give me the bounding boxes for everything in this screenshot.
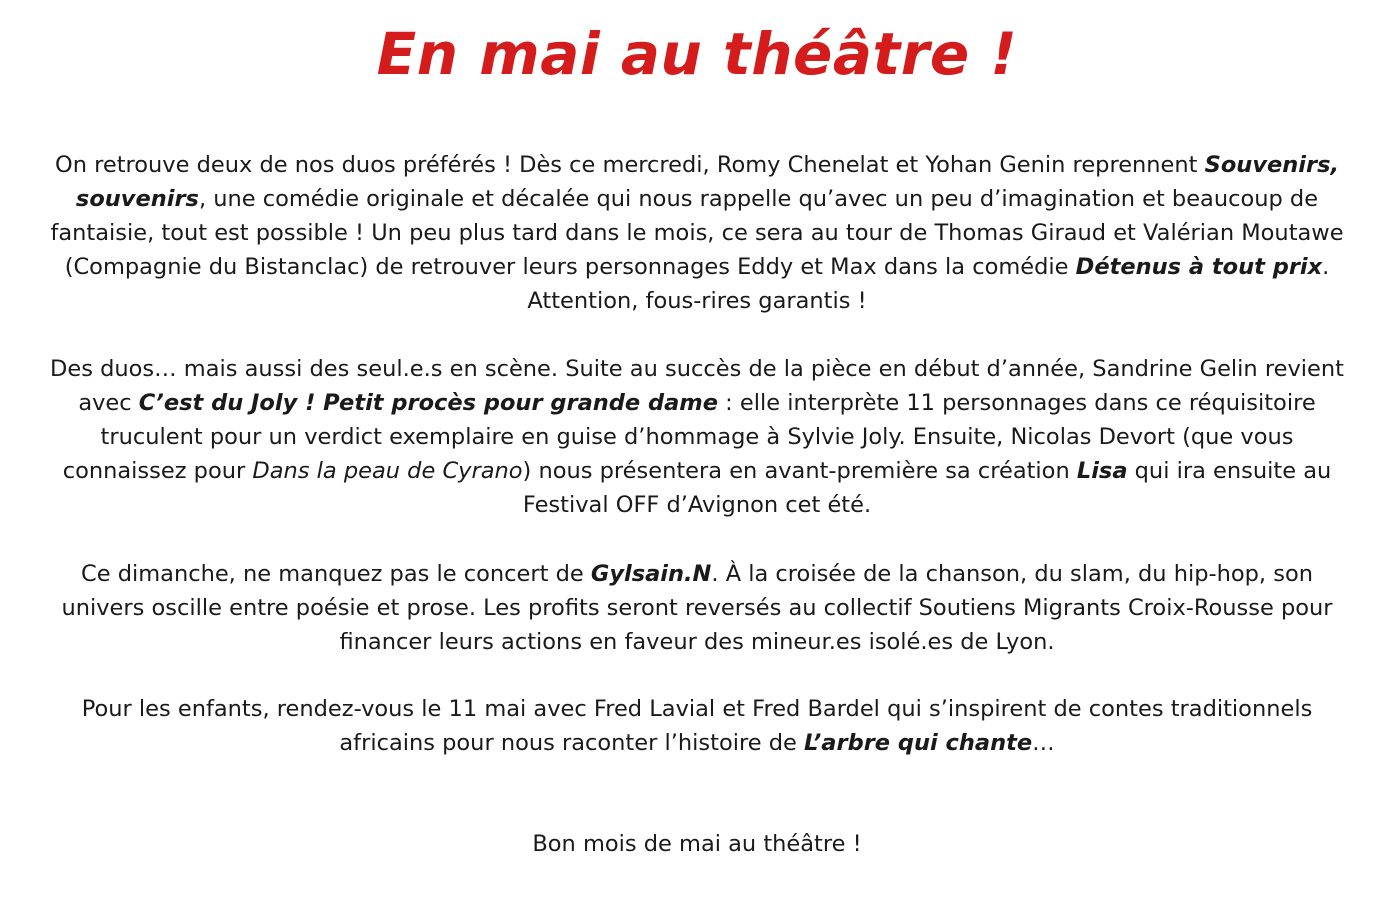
paragraph-text: . Attention, fous-rires garantis ! bbox=[527, 254, 1330, 314]
show-title-lisa: Lisa bbox=[1076, 458, 1128, 484]
paragraph-text: On retrouve deux de nos duos préférés ! Dès ce mercredi, Romy Chenelat et Yohan Genin reprennent bbox=[54, 152, 1205, 178]
paragraph-text: . À la croisée de la chanson, du slam, du hip-hop, son univers oscille entre poésie et prose. Les profits seront reversés au collectif Soutiens Migrants Croix-Rousse pour financer leurs actions en faveur des mineur.es isolé.es de Lyon. bbox=[61, 561, 1333, 655]
paragraph-text: ) nous présentera en avant-première sa création bbox=[522, 458, 1077, 484]
paragraph-children bbox=[40, 692, 1354, 760]
paragraph-text: Des duos… mais aussi des seul.e.s en scène. Suite au succès de la pièce en début d’année, Sandrine Gelin revient avec bbox=[50, 356, 1344, 416]
show-title-detenus: Détenus à tout prix bbox=[1075, 254, 1323, 280]
paragraph-text: Pour les enfants, rendez-vous le 11 mai avec Fred Lavial et Fred Bardel qui s’inspirent de contes traditionnels africains pour nous raconter l’histoire de bbox=[81, 696, 1313, 756]
show-title-cest-du-joly: C’est du Joly ! Petit procès pour grande dame bbox=[138, 390, 718, 416]
closing-line: Bon mois de mai au théâtre ! bbox=[532, 831, 862, 857]
show-title-souvenirs: Souvenirs, souvenirs bbox=[75, 152, 1340, 212]
paragraph-duos bbox=[40, 148, 1354, 318]
show-title-cyrano: Dans la peau de Cyrano bbox=[252, 458, 523, 484]
paragraph-text: Ce dimanche, ne manquez pas le concert de bbox=[81, 561, 591, 587]
paragraph-solo bbox=[40, 352, 1354, 522]
paragraph-text: , une comédie originale et décalée qui nous rappelle qu’avec un peu d’imagination et beaucoup de fantaisie, tout est possible ! Un peu plus tard dans le mois, ce sera au tour de Thomas Giraud et Valérian Moutawe (Compagnie du Bistanclac) de retrouver leurs personnages Eddy et Max dans la comédie bbox=[50, 186, 1344, 280]
page-title: En mai au théâtre ! bbox=[376, 20, 1018, 88]
show-title-arbre: L’arbre qui chante bbox=[804, 730, 1033, 756]
paragraph-text: … bbox=[1032, 730, 1055, 756]
paragraph-text: qui ira ensuite au Festival OFF d’Avignon cet été. bbox=[522, 458, 1332, 518]
paragraph-concert bbox=[40, 557, 1354, 659]
artist-name-gylsain: Gylsain.N bbox=[590, 561, 712, 587]
paragraph-text: : elle interprète 11 personnages dans ce réquisitoire truculent pour un verdict exemplaire en guise d’hommage à Sylvie Joly. Ensuite, Nicolas Devort (que vous connaissez pour bbox=[62, 390, 1316, 484]
